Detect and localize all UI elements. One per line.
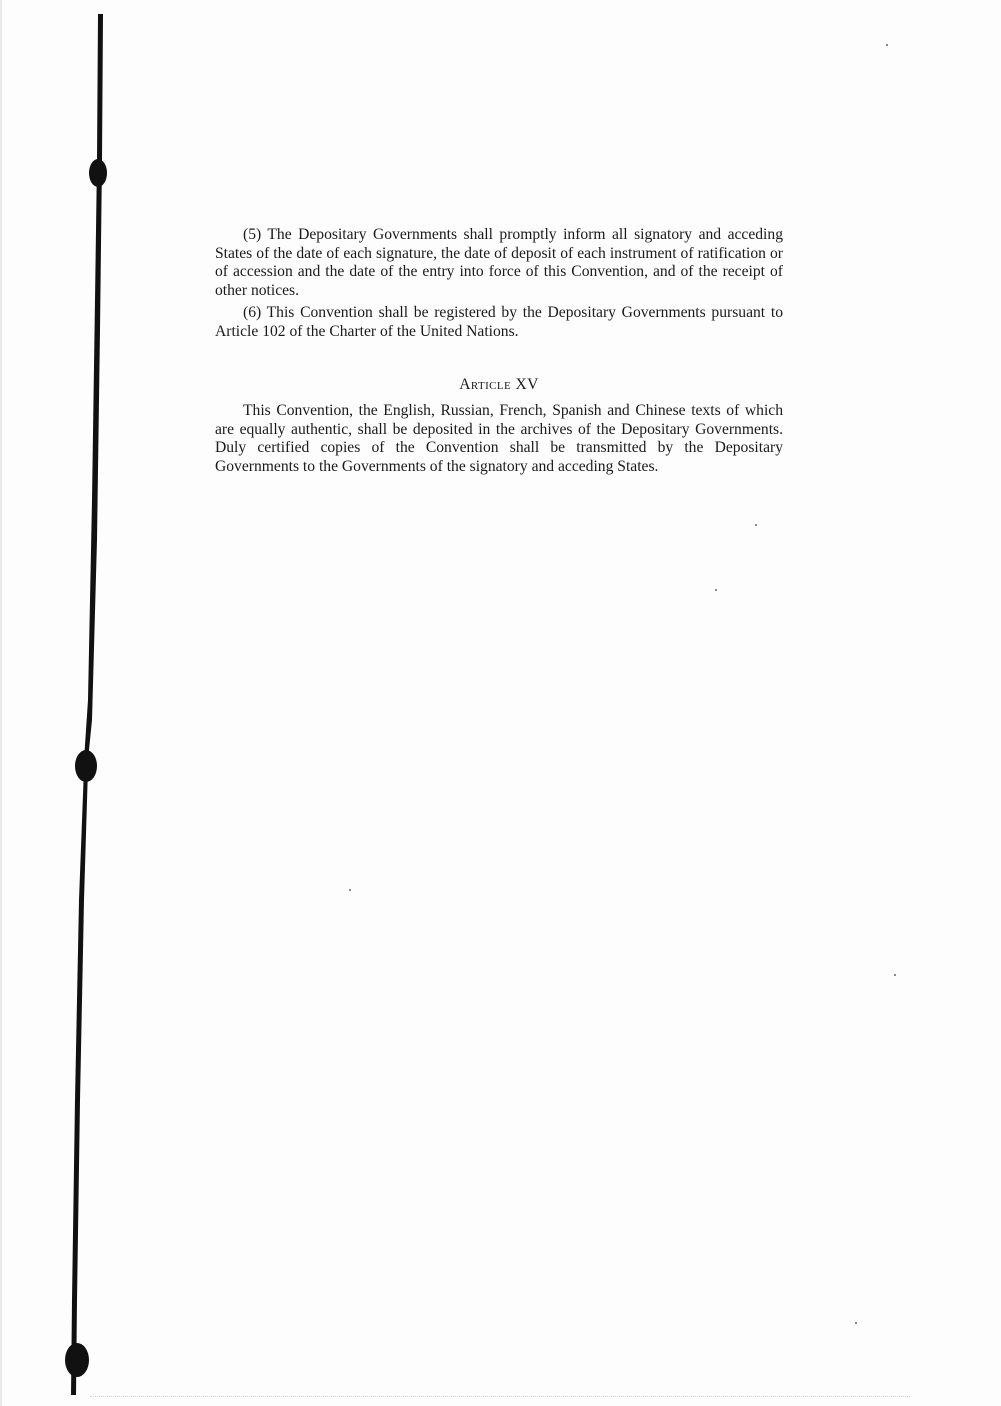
- article-heading-word: Article: [459, 376, 512, 393]
- paragraphs-5-6: [215, 226, 783, 341]
- article-xv-body: [215, 402, 783, 476]
- paragraph-6: (6) This Convention shall be registered by the Depositary Governments pursuant to Article 102 of the Charter of the United Nations.: [215, 304, 783, 340]
- article-heading-numeral: XV: [515, 376, 539, 393]
- scan-bottom-edge: [90, 1396, 910, 1398]
- article-heading: [215, 376, 783, 394]
- binding-line: [0, 0, 110, 1406]
- paragraph-5: (5) The Depositary Governments shall promptly inform all signatory and acceding States of the date of each signature, the date of deposit of each instrument of ratification or of accession and the date of the entry into force of this Convention, and of the receipt of other notices.: [215, 226, 783, 299]
- article-xv-paragraph: This Convention, the English, Russian, French, Spanish and Chinese texts of which are equally authentic, shall be deposited in the archives of the Depositary Governments. Duly certified copies of the Convention shall be transmitted by the Depositary Governments to the Governments of the signatory and acceding States.: [215, 402, 783, 475]
